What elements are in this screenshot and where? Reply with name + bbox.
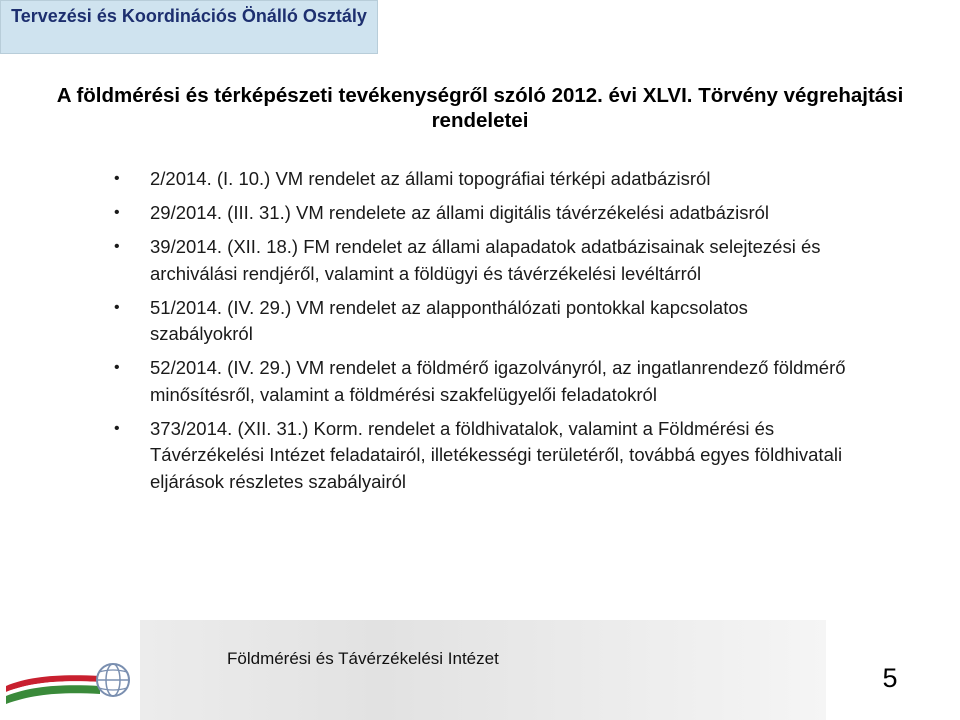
list-item — [114, 355, 850, 408]
logo-graphic — [0, 620, 140, 720]
regulation-text: 29/2014. (III. 31.) VM rendelete az állami digitális távérzékelési adatbázisról — [150, 202, 770, 223]
list-item — [114, 295, 850, 348]
regulation-text: 39/2014. (XII. 18.) FM rendelet az állami alapadatok adatbázisainak selejtezési és archiválási rendjéről, valamint a földügyi és távérzékelési levéltárról — [150, 236, 821, 284]
list-item — [114, 200, 850, 227]
bullet-icon: • — [114, 359, 120, 376]
page-number: 5 — [843, 642, 937, 714]
regulation-list — [114, 166, 850, 503]
list-item — [114, 416, 850, 496]
bullet-icon: • — [114, 238, 120, 255]
department-name: Tervezési és Koordinációs Önálló Osztály — [11, 6, 367, 26]
footer-band — [140, 620, 826, 720]
slide-footer — [0, 620, 960, 720]
bullet-icon: • — [114, 298, 120, 316]
list-item — [114, 166, 850, 193]
department-header — [0, 0, 378, 54]
list-item — [114, 234, 850, 287]
bullet-icon: • — [114, 419, 120, 437]
fomi-logo — [0, 620, 140, 720]
institute-name: Földmérési és Távérzékelési Intézet — [227, 649, 499, 668]
regulation-text: 52/2014. (IV. 29.) VM rendelet a földmérő igazolványról, az ingatlanrendező földmérő minősítésről, valamint a földmérési szakfelügyelői feladatokról — [150, 357, 846, 405]
slide-title: A földmérési és térképészeti tevékenységről szóló 2012. évi XLVI. Törvény végrehajtási rendeletei — [56, 84, 904, 132]
regulation-text: 2/2014. (I. 10.) VM rendelet az állami topográfiai térképi adatbázisról — [150, 168, 711, 189]
bullet-icon: • — [114, 204, 120, 221]
regulation-text: 51/2014. (IV. 29.) VM rendelet az alapponthálózati pontokkal kapcsolatos szabályokról — [150, 296, 748, 344]
bullet-icon: • — [114, 170, 120, 187]
regulation-text: 373/2014. (XII. 31.) Korm. rendelet a földhivatalok, valamint a Földmérési és Távérzékelési Intézet feladatairól, illetékességi területéről, továbbá egyes földhivatali eljárások részletes szabályairól — [150, 417, 843, 492]
